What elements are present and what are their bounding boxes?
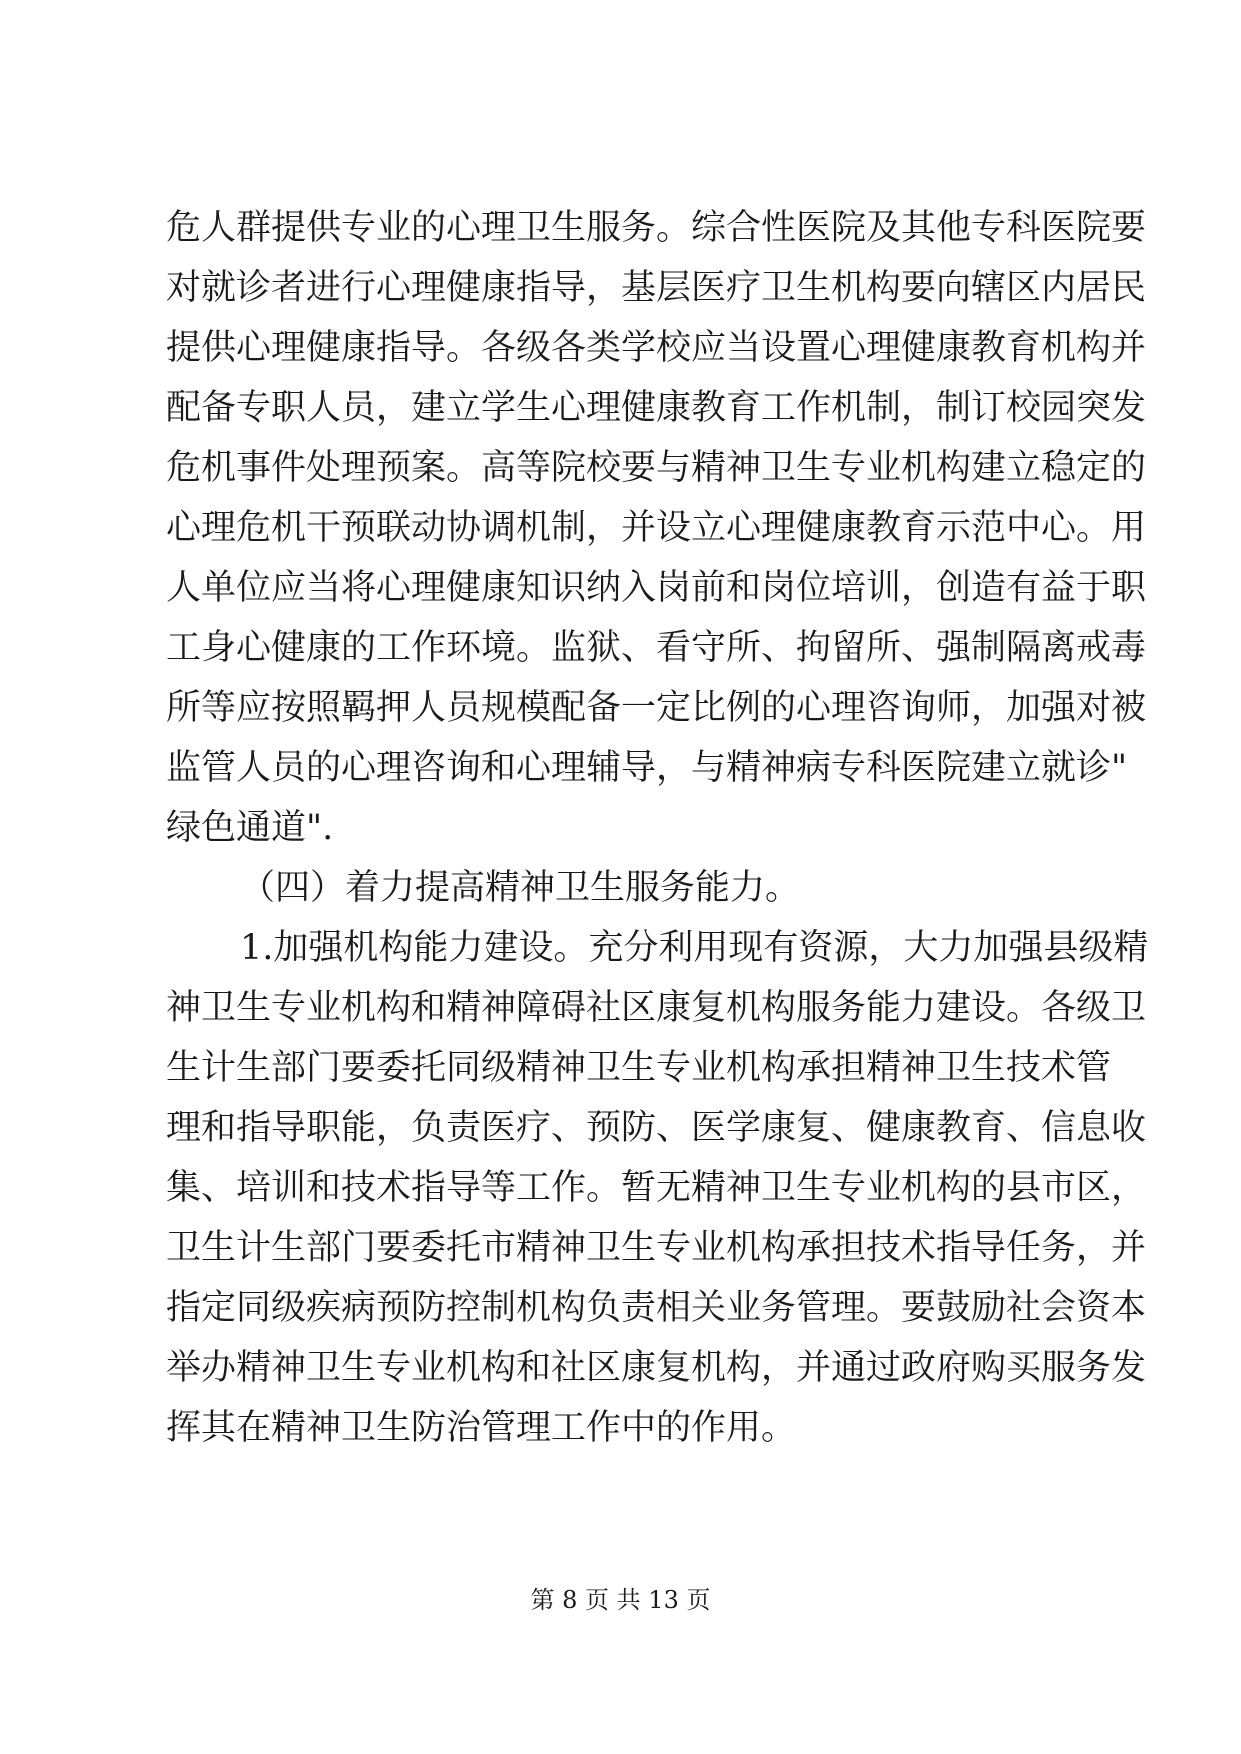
body-text-line: 人单位应当将心理健康知识纳入岗前和岗位培训，创造有益于职 bbox=[166, 568, 1147, 608]
body-text-line: 卫生计生部门要委托市精神卫生专业机构承担技术指导任务，并 bbox=[166, 1228, 1147, 1268]
body-text-line: 绿色通道". bbox=[166, 808, 334, 848]
body-text-line: 对就诊者进行心理健康指导，基层医疗卫生机构要向辖区内居民 bbox=[166, 268, 1147, 308]
body-text-line: 神卫生专业机构和精神障碍社区康复机构服务能力建设。各级卫 bbox=[166, 988, 1147, 1028]
body-text-line: 配备专职人员，建立学生心理健康教育工作机制，制订校园突发 bbox=[166, 388, 1147, 428]
body-text-line: 监管人员的心理咨询和心理辅导，与精神病专科医院建立就诊" bbox=[166, 748, 1128, 788]
body-text-line: 心理危机干预联动协调机制，并设立心理健康教育示范中心。用 bbox=[166, 508, 1147, 548]
body-text-line: 指定同级疾病预防控制机构负责相关业务管理。要鼓励社会资本 bbox=[166, 1288, 1147, 1328]
body-text-line: 危机事件处理预案。高等院校要与精神卫生专业机构建立稳定的 bbox=[166, 448, 1147, 488]
body-text-line: 理和指导职能，负责医疗、预防、医学康复、健康教育、信息收 bbox=[166, 1108, 1147, 1148]
body-text-line: 举办精神卫生专业机构和社区康复机构，并通过政府购买服务发 bbox=[166, 1348, 1147, 1388]
body-text-line: 所等应按照羁押人员规模配备一定比例的心理咨询师，加强对被 bbox=[166, 688, 1147, 728]
body-text-line: 集、培训和技术指导等工作。暂无精神卫生专业机构的县市区， bbox=[166, 1168, 1147, 1208]
body-text-line: 危人群提供专业的心理卫生服务。综合性医院及其他专科医院要 bbox=[166, 208, 1147, 248]
body-text-line: 工身心健康的工作环境。监狱、看守所、拘留所、强制隔离戒毒 bbox=[166, 628, 1147, 668]
body-text-line: 挥其在精神卫生防治管理工作中的作用。 bbox=[166, 1408, 797, 1448]
body-text-line: 1.加强机构能力建设。充分利用现有资源，大力加强县级精 bbox=[240, 928, 1149, 968]
page-number-footer: 第 8 页 共 13 页 bbox=[530, 1586, 711, 1614]
body-text-line: 提供心理健康指导。各级各类学校应当设置心理健康教育机构并 bbox=[166, 328, 1147, 368]
section-heading: （四）着力提高精神卫生服务能力。 bbox=[240, 868, 801, 908]
body-text-line: 生计生部门要委托同级精神卫生专业机构承担精神卫生技术管 bbox=[166, 1048, 1112, 1088]
